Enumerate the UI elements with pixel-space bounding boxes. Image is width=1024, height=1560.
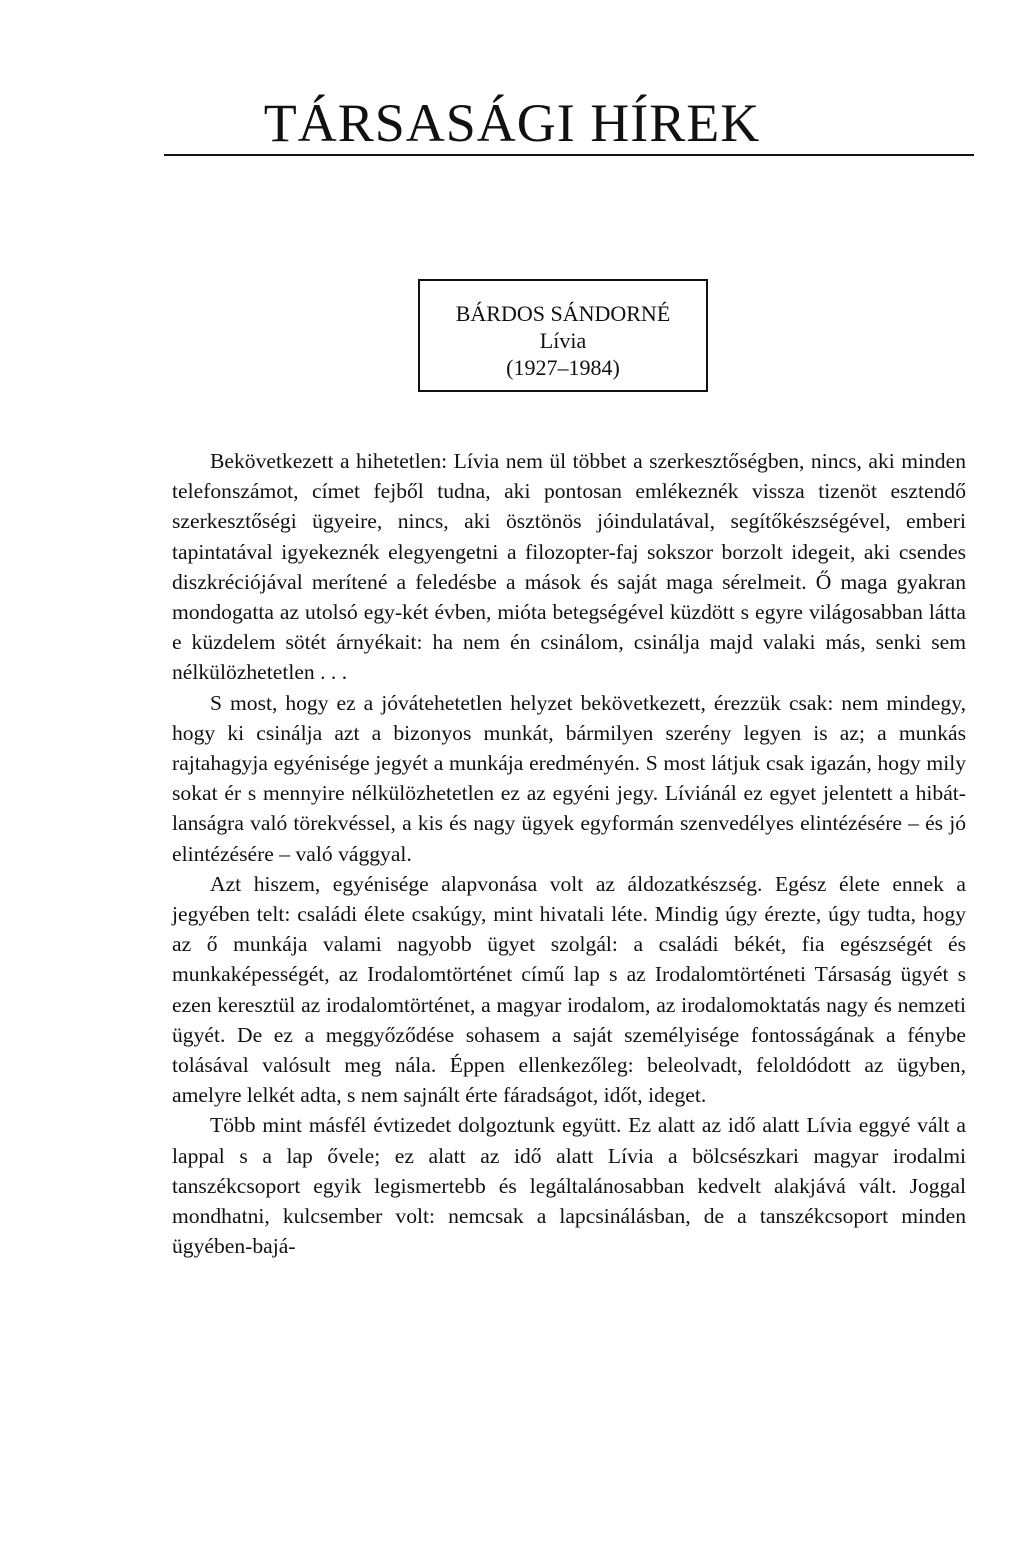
- paragraph: Bekövetkezett a hihetetlen: Lívia nem ül többet a szerkesztőségben, nincs, aki minden telefonszámot, címet fejből tudna, aki pontosan emlékeznék vissza tizenöt esztendő szerkesztőségi ügyeire, nincs, aki ösztönös jóindulatával, segítőkészségével, emberi tapintatával igyekeznék elegyengetni a filozopter-faj sokszor borzolt idegeit, aki csendes diszkréciójával merítené a feledésbe a mások és saját maga sérelmeit. Ő maga gyakran mondogatta az utolsó egy-két évben, mióta betegségével küzdött s egyre világosabban látta e küzdelem sötét árnyékait: ha nem én csinálom, csinálja majd valaki más, senki sem nélkülözhetetlen . . .: [172, 449, 966, 685]
- article-body: [172, 446, 966, 1261]
- paragraph: Azt hiszem, egyénisége alapvonása volt az áldozatkészség. Egész élete ennek a jegyében telt: családi élete csakúgy, mint hivatali léte. Mindig úgy érezte, úgy tudta, hogy az ő munkája valami nagyobb ügyet szolgál: a családi békét, fia egészségét és munkaképességét, az Irodalomtörténet című lap s az Irodalomtörténeti Társaság ügyét s ezen keresztül az irodalomtörténet, a magyar irodalom, az irodalomoktatás nagy és nemzeti ügyét. De ez a meggyőződése sohasem a saját személyisége fontosságának a fénybe tolásával valósult meg nála. Éppen ellenkezőleg: beleolvadt, feloldódott az ügyben, amelyre lelkét adta, s nem sajnált érte fáradságot, időt, ideget.: [172, 871, 966, 1108]
- heading-rule: [164, 154, 974, 156]
- obituary-given-name: Lívia: [539, 328, 587, 353]
- paragraph: Több mint másfél évtizedet dolgoztunk együtt. Ez alatt az idő alatt Lívia eggyé vált a lappal s a lap ővele; ez alatt az idő alatt Lívia a bölcsészkari magyar irodalmi tanszékcsoport egyik legismertebb és legáltalánosabban kedvelt alakjává vált. Joggal mondhatni, kulcsember volt: nemcsak a lapcsinálásban, de a tanszékcsoport minden ügyében-bajá-: [172, 1113, 966, 1259]
- obituary-box: [418, 279, 708, 392]
- page-heading: TÁRSASÁGI HÍREK: [263, 93, 761, 153]
- obituary-years: (1927–1984): [506, 355, 620, 380]
- paragraph: S most, hogy ez a jóvátehetetlen helyzet bekövetkezett, érezzük csak: nem mindegy, hogy ki csinálja azt a bizonyos munkát, bármilyen szerény legyen is az; a munkás rajtahagyja egyénisége jegyét a munkája eredményén. S most látjuk csak igazán, hogy mily sokat ér s mennyire nélkülözhetetlen ez az egyéni jegy. Líviánál ez egyet jelentett a hibátlanságra való törekvéssel, a kis és nagy ügyek egyformán szenvedélyes elintézésére – és jó elintézésére – való vággyal.: [172, 690, 966, 866]
- obituary-name: BÁRDOS SÁNDORNÉ: [455, 301, 671, 326]
